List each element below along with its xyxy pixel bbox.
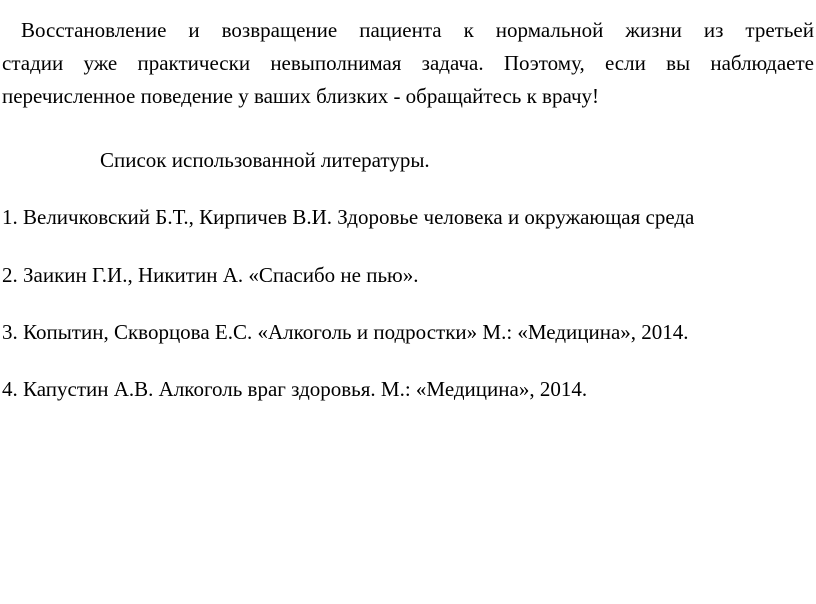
intro-line-2: стадии уже практически невыполнимая задача. Поэтому, если вы наблюдаете <box>2 51 814 75</box>
intro-line-3: перечисленное поведение у ваших близких - обращайтесь к врачу! <box>2 84 599 108</box>
references-heading: Список использованной литературы. <box>100 148 430 172</box>
reference-item-1: 1. Величковский Б.Т., Кирпичев В.И. Здоровье человека и окружающая среда <box>2 205 695 229</box>
intro-line-1: Восстановление и возвращение пациента к нормальной жизни из третьей <box>21 18 814 42</box>
reference-item-2: 2. Заикин Г.И., Никитин А. «Спасибо не пью». <box>2 263 419 287</box>
reference-item-4: 4. Капустин А.В. Алкоголь враг здоровья. М.: «Медицина», 2014. <box>2 377 588 401</box>
reference-item-3: 3. Копытин, Скворцова Е.С. «Алкоголь и подростки» М.: «Медицина», 2014. <box>2 320 689 344</box>
intro-paragraph <box>2 14 814 113</box>
